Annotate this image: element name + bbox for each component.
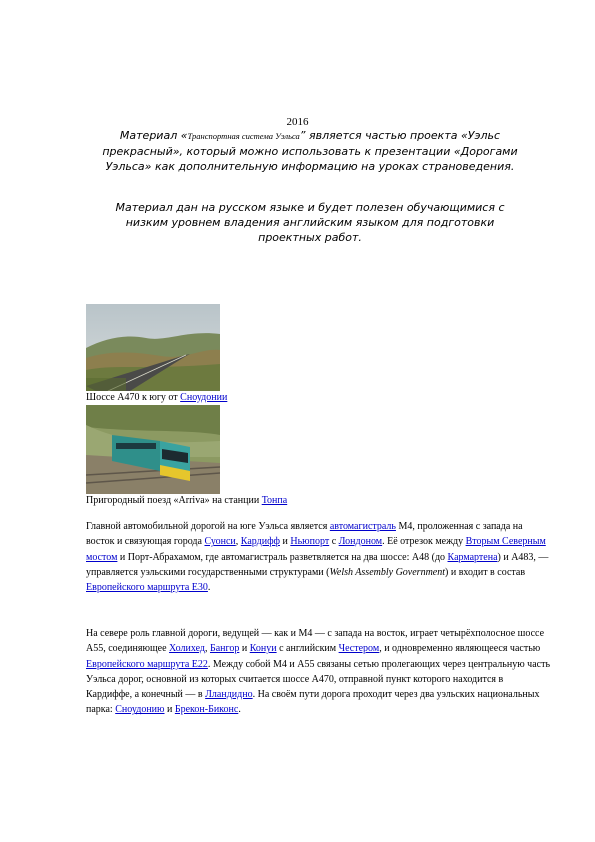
- text: с: [329, 536, 339, 548]
- link-second-severn-bridge[interactable]: Вторым Северным мостом: [86, 536, 546, 563]
- link-swansea[interactable]: Суонси: [204, 536, 236, 548]
- road-photo: [86, 304, 220, 391]
- paragraph-south-roads: [86, 519, 550, 595]
- text: На севере роль главной дороги, ведущей — как и М4 — с запада на восток, играет четырёхполосное шоссе А55, соединяющее: [86, 628, 545, 655]
- text: . Между собой М4 и А55 связаны сетью пролегающих через центральную часть Уэльса дорог, основной из которых считается шоссе А470, отправной пункт которого находится в Кардиффе, а конечный — в: [86, 658, 551, 701]
- train-photo: [86, 405, 220, 494]
- link-newport[interactable]: Ньюпорт: [290, 536, 330, 548]
- text: ,: [204, 643, 210, 655]
- intro-rest: ” является частью проекта «Уэльс прекрасный», который можно использовать к презентации «Дорогами Уэльса» как дополнительную информацию на уроках страноведения.: [102, 129, 518, 173]
- link-london[interactable]: Лондоном: [338, 536, 383, 548]
- link-conwy[interactable]: Конуи: [249, 643, 277, 655]
- text: ,: [235, 536, 241, 548]
- road-photo-image: [86, 304, 220, 391]
- link-carmarthen[interactable]: Кармартена: [447, 551, 498, 563]
- text: .: [238, 704, 241, 716]
- text: и: [239, 643, 250, 655]
- caption-text: Пригородный поезд «Arriva» на станции: [86, 495, 262, 506]
- link-holyhead[interactable]: Холихед: [169, 643, 205, 655]
- year: 2016: [286, 116, 309, 128]
- text: и Порт-Абрахамом, где автомагистраль разветвляется на два шоссе: А48 (до: [117, 551, 448, 563]
- intro-second-paragraph: Материал дан на русском языке и будет полезен обучающимися с низким уровнем владения английским языком для подготовки проектных работ.: [115, 201, 505, 244]
- link-chester[interactable]: Честером: [338, 643, 380, 655]
- link-e22[interactable]: Европейского маршрута Е22: [86, 658, 208, 670]
- text: ) и входит в состав: [445, 566, 526, 578]
- link-brecon-beacons[interactable]: Брекон-Биконс: [174, 704, 239, 716]
- link-cardiff[interactable]: Кардифф: [240, 536, 280, 548]
- text: , и одновременно являющееся частью: [379, 643, 541, 655]
- text: и: [164, 704, 175, 716]
- link-snowdonia[interactable]: Сноудонии: [180, 392, 228, 403]
- text: Главной автомобильной дорогой на юге Уэльса является: [86, 521, 330, 532]
- text: .: [207, 582, 211, 594]
- link-bangor[interactable]: Бангор: [209, 643, 240, 655]
- link-tonpa[interactable]: Тонпа: [261, 495, 288, 506]
- text: и: [279, 536, 291, 548]
- intro-prefix: Материал «: [119, 129, 188, 142]
- intro-paragraph: [86, 128, 534, 174]
- text: ) и А483, — управляется уэльскими государственными структурами (: [86, 551, 549, 578]
- paragraph-north-roads: [86, 626, 550, 718]
- italic-text: Welsh Assembly Government: [329, 566, 446, 578]
- link-e30[interactable]: Европейского маршрута Е30: [86, 582, 208, 594]
- link-llandudno[interactable]: Лландидно: [205, 689, 253, 701]
- caption-text: Шоссе А470 к югу от: [86, 392, 181, 403]
- link-snowdonia-park[interactable]: Сноудонию: [115, 704, 165, 716]
- text: . Её отрезок между: [382, 536, 466, 548]
- text: . На своём пути дорога проходит через два уэльских национальных парка:: [86, 689, 540, 716]
- text: с английским: [276, 643, 339, 655]
- train-photo-image: [86, 405, 220, 494]
- train-photo-caption: [86, 495, 287, 506]
- text: М4, проложенная с запада на восток и связующая города: [86, 521, 523, 548]
- road-photo-caption: [86, 392, 227, 403]
- intro-title: Транспортная система Уэльса: [187, 131, 300, 141]
- link-motorway[interactable]: автомагистраль: [329, 521, 396, 532]
